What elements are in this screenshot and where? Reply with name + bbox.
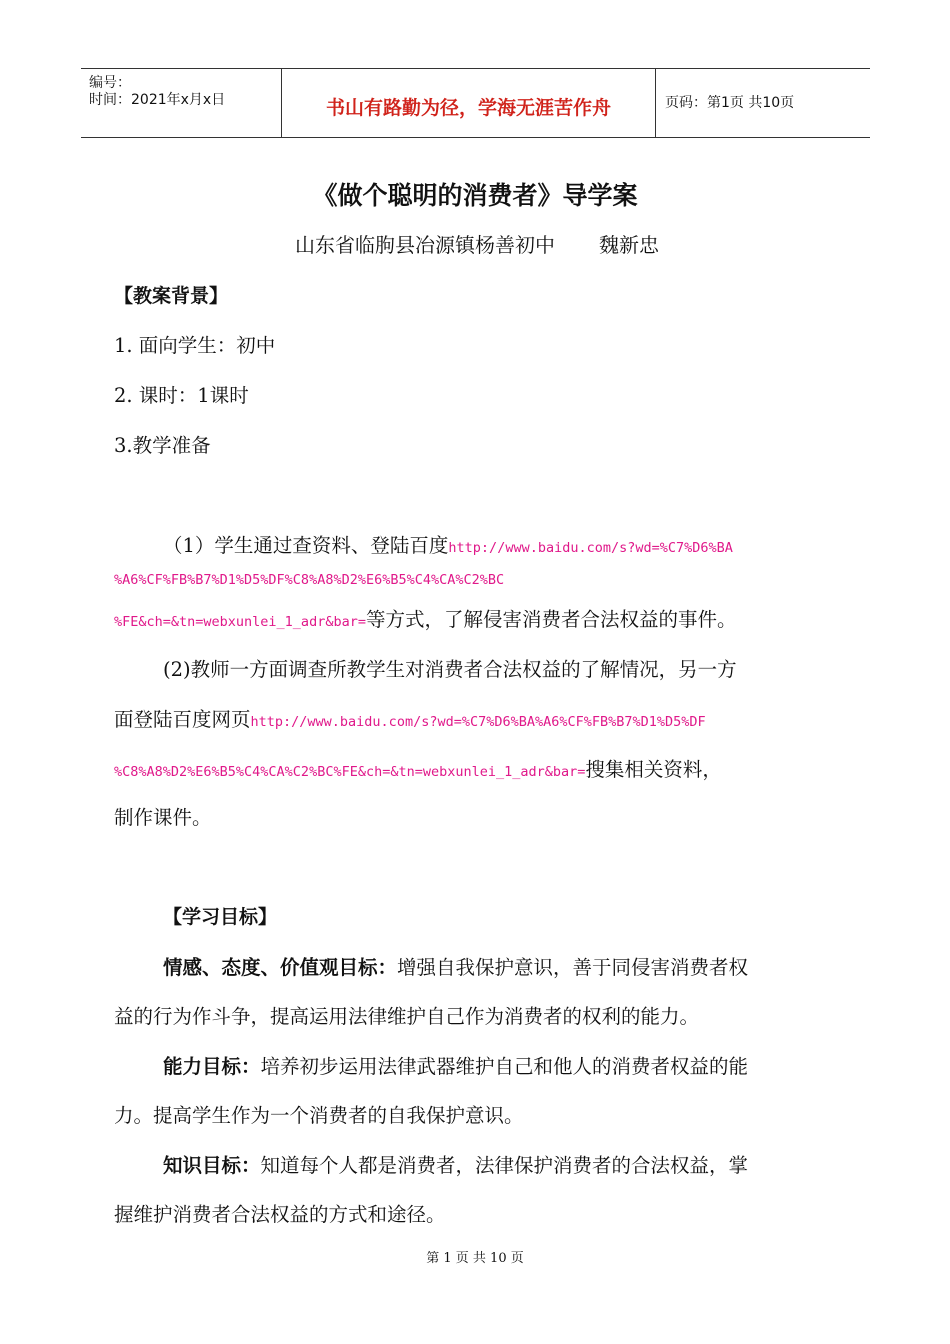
- knowledge-goal-line-2: 握维护消费者合法权益的方式和途径。: [114, 1203, 446, 1226]
- page-header: [81, 68, 870, 138]
- page-info: 页码：第1页 共10页: [665, 95, 795, 111]
- prep1-text-b: 等方式，了解侵害消费者合法权益的事件。: [365, 608, 737, 631]
- motto: 书山有路勤为径，学海无涯苦作舟: [325, 97, 611, 119]
- emotion-goal-label: 情感、态度、价值观目标：: [163, 956, 398, 979]
- date-label: 时间：2021年x月x日: [89, 92, 226, 108]
- author-name: 魏新忠: [599, 233, 659, 257]
- document-title: 《做个聪明的消费者》导学案: [312, 181, 638, 210]
- knowledge-goal-label: 知识目标：: [163, 1154, 261, 1177]
- prep1-text-a: （1）学生通过查资料、登陆百度: [163, 534, 449, 557]
- prep2-line-2: [114, 704, 706, 732]
- knowledge-goal-text-1: 知道每个人都是消费者，法律保护消费者的合法权益，掌: [260, 1154, 749, 1177]
- ability-goal-text-1: 培养初步运用法律武器维护自己和他人的消费者权益的能: [260, 1055, 749, 1078]
- author-line: [295, 229, 659, 258]
- author-school: 山东省临朐县冶源镇杨善初中: [295, 233, 555, 257]
- prep2-text-a: 面登陆百度网页: [114, 708, 251, 731]
- prep1-line-2: [114, 566, 504, 589]
- prep1-link-part-1[interactable]: http://www.baidu.com/s?wd=%C7%D6%BA: [448, 540, 733, 556]
- background-item-2: 2. 课时：1课时: [114, 384, 249, 407]
- emotion-goal-line-1: [163, 952, 748, 980]
- background-item-1: 1. 面向学生：初中: [114, 334, 276, 357]
- prep2-line-1: (2)教师一方面调查所教学生对消费者合法权益的了解情况，另一方: [163, 658, 737, 681]
- emotion-goal-text-1: 增强自我保护意识，善于同侵害消费者权: [397, 956, 749, 979]
- prep2-text-b: 搜集相关资料，: [585, 758, 722, 781]
- page-footer: 第 1 页 共 10 页: [426, 1251, 524, 1266]
- header-motto-cell: [281, 69, 656, 137]
- prep2-line-3: [114, 754, 722, 782]
- header-meta-cell: [81, 69, 281, 137]
- section-heading-background: 【教案背景】: [114, 285, 229, 307]
- knowledge-goal-line-1: [163, 1150, 748, 1178]
- ability-goal-label: 能力目标：: [163, 1055, 261, 1078]
- prep1-link-part-2[interactable]: %A6%CF%FB%B7%D1%D5%DF%C8%A8%D2%E6%B5%C4%CA%C2%BC: [114, 572, 505, 588]
- ability-goal-line-2: 力。提高学生作为一个消费者的自我保护意识。: [114, 1104, 524, 1127]
- emotion-goal-line-2: 益的行为作斗争，提高运用法律维护自己作为消费者的权利的能力。: [114, 1005, 700, 1028]
- background-item-3: 3.教学准备: [114, 434, 211, 457]
- section-heading-goals: 【学习目标】: [163, 906, 278, 928]
- prep1-line-3: [114, 604, 736, 632]
- prep1-line-1: [163, 530, 733, 558]
- ability-goal-line-1: [163, 1051, 748, 1079]
- prep2-line-4: 制作课件。: [114, 806, 212, 829]
- header-page-cell: [655, 69, 870, 137]
- prep2-link-part-2[interactable]: %C8%A8%D2%E6%B5%C4%CA%C2%BC%FE&ch=&tn=webxunlei_1_adr&bar=: [114, 764, 586, 780]
- prep2-link-part-1[interactable]: http://www.baidu.com/s?wd=%C7%D6%BA%A6%CF%FB%B7%D1%D5%DF: [250, 714, 706, 730]
- serial-label: 编号：: [89, 75, 131, 91]
- prep1-link-part-3[interactable]: %FE&ch=&tn=webxunlei_1_adr&bar=: [114, 614, 366, 630]
